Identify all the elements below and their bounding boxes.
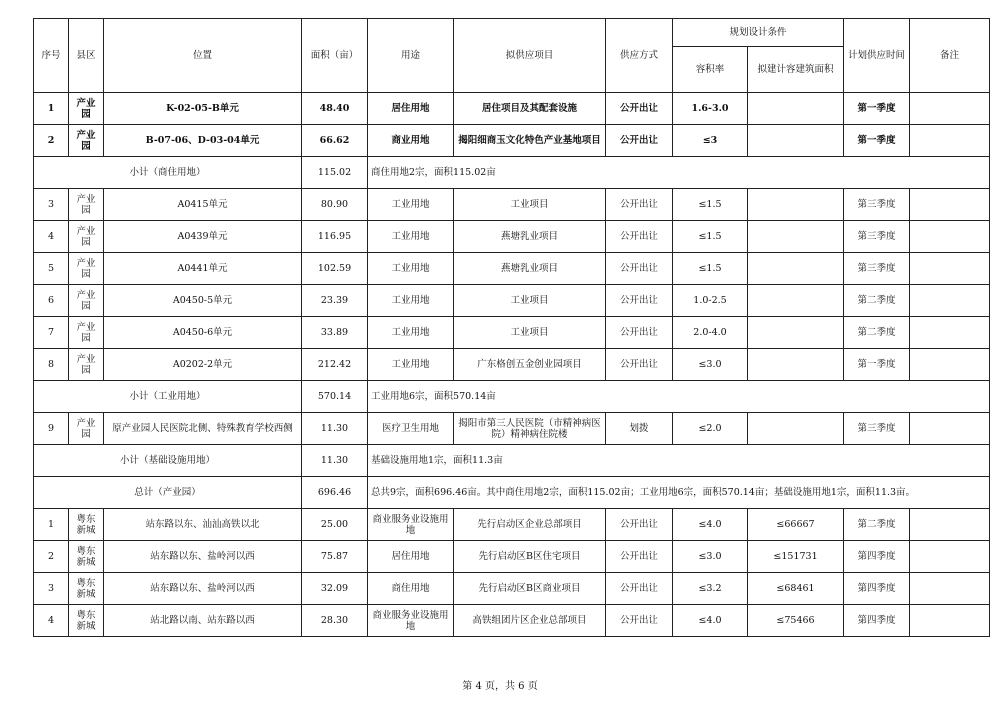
table-row	[34, 509, 990, 541]
total-row-area: 696.46	[302, 477, 368, 509]
cell-far: 1.6-3.0	[673, 93, 748, 125]
cell-gfa	[748, 253, 844, 285]
cell-gfa: ≤75466	[748, 605, 844, 637]
cell-county: 产业园	[69, 93, 104, 125]
cell-area: 28.30	[302, 605, 368, 637]
subtotal-row	[34, 381, 990, 413]
cell-location: A0450-6单元	[104, 317, 302, 349]
cell-project: 高铁组团片区企业总部项目	[454, 605, 606, 637]
cell-remark	[910, 125, 990, 157]
cell-area: 212.42	[302, 349, 368, 381]
table-row	[34, 189, 990, 221]
cell-seq: 7	[34, 317, 69, 349]
table-row	[34, 541, 990, 573]
cell-county: 粤东新城	[69, 605, 104, 637]
cell-area: 11.30	[302, 413, 368, 445]
subtotal-row	[34, 157, 990, 189]
cell-gfa	[748, 189, 844, 221]
cell-supply: 公开出让	[606, 221, 673, 253]
cell-far: ≤1.5	[673, 189, 748, 221]
cell-use: 商业服务业设施用地	[368, 509, 454, 541]
cell-remark	[910, 541, 990, 573]
cell-county: 产业园	[69, 125, 104, 157]
cell-county: 产业园	[69, 253, 104, 285]
header-location: 位置	[104, 19, 302, 93]
cell-gfa	[748, 125, 844, 157]
land-supply-table-sheet	[33, 18, 989, 637]
table-row	[34, 413, 990, 445]
cell-seq: 3	[34, 573, 69, 605]
cell-area: 80.90	[302, 189, 368, 221]
cell-time: 第三季度	[844, 253, 910, 285]
table-body	[34, 93, 990, 637]
cell-county: 产业园	[69, 189, 104, 221]
header-area: 面积（亩）	[302, 19, 368, 93]
cell-remark	[910, 413, 990, 445]
cell-seq: 1	[34, 93, 69, 125]
cell-remark	[910, 93, 990, 125]
cell-area: 75.87	[302, 541, 368, 573]
cell-remark	[910, 253, 990, 285]
subtotal-row-label: 小计（基础设施用地）	[34, 445, 302, 477]
cell-supply: 公开出让	[606, 349, 673, 381]
cell-area: 33.89	[302, 317, 368, 349]
cell-area: 66.62	[302, 125, 368, 157]
cell-area: 23.39	[302, 285, 368, 317]
cell-project: 燕塘乳业项目	[454, 253, 606, 285]
cell-use: 工业用地	[368, 285, 454, 317]
cell-time: 第四季度	[844, 573, 910, 605]
cell-supply: 公开出让	[606, 605, 673, 637]
subtotal-row-area: 11.30	[302, 445, 368, 477]
cell-time: 第一季度	[844, 349, 910, 381]
cell-area: 25.00	[302, 509, 368, 541]
cell-project: 燕塘乳业项目	[454, 221, 606, 253]
cell-project: 先行启动区B区住宅项目	[454, 541, 606, 573]
cell-use: 工业用地	[368, 317, 454, 349]
header-remark: 备注	[910, 19, 990, 93]
cell-location: B-07-06、D-03-04单元	[104, 125, 302, 157]
cell-use: 商业用地	[368, 125, 454, 157]
cell-gfa	[748, 221, 844, 253]
cell-project: 揭阳市第三人民医院（市精神病医院）精神病住院楼	[454, 413, 606, 445]
cell-seq: 5	[34, 253, 69, 285]
cell-gfa	[748, 317, 844, 349]
cell-gfa: ≤68461	[748, 573, 844, 605]
cell-remark	[910, 349, 990, 381]
land-supply-table	[33, 18, 990, 637]
subtotal-row-label: 小计（商住用地）	[34, 157, 302, 189]
cell-use: 居住用地	[368, 93, 454, 125]
cell-location: 站东路以东、汕汕高铁以北	[104, 509, 302, 541]
cell-area: 48.40	[302, 93, 368, 125]
header-far: 容积率	[673, 47, 748, 93]
cell-seq: 2	[34, 541, 69, 573]
cell-far: ≤3.0	[673, 349, 748, 381]
cell-supply: 公开出让	[606, 125, 673, 157]
table-row	[34, 285, 990, 317]
cell-supply: 公开出让	[606, 253, 673, 285]
cell-remark	[910, 285, 990, 317]
cell-time: 第二季度	[844, 509, 910, 541]
cell-gfa	[748, 285, 844, 317]
cell-supply: 公开出让	[606, 541, 673, 573]
header-time: 计划供应时间	[844, 19, 910, 93]
cell-project: 工业项目	[454, 285, 606, 317]
cell-far: ≤1.5	[673, 253, 748, 285]
cell-gfa: ≤151731	[748, 541, 844, 573]
cell-time: 第三季度	[844, 413, 910, 445]
header-county: 县区	[69, 19, 104, 93]
cell-project: 工业项目	[454, 317, 606, 349]
cell-county: 粤东新城	[69, 541, 104, 573]
cell-far: ≤3.0	[673, 541, 748, 573]
cell-project: 揭阳细商玉文化特色产业基地项目	[454, 125, 606, 157]
cell-use: 商业服务业设施用地	[368, 605, 454, 637]
cell-time: 第一季度	[844, 125, 910, 157]
cell-project: 先行启动区企业总部项目	[454, 509, 606, 541]
cell-location: K-02-05-B单元	[104, 93, 302, 125]
cell-gfa: ≤66667	[748, 509, 844, 541]
table-row	[34, 125, 990, 157]
cell-seq: 9	[34, 413, 69, 445]
table-row	[34, 93, 990, 125]
cell-time: 第四季度	[844, 541, 910, 573]
cell-remark	[910, 221, 990, 253]
cell-seq: 4	[34, 221, 69, 253]
cell-area: 32.09	[302, 573, 368, 605]
cell-gfa	[748, 93, 844, 125]
table-row	[34, 221, 990, 253]
cell-county: 产业园	[69, 349, 104, 381]
cell-location: A0415单元	[104, 189, 302, 221]
subtotal-row-desc: 基础设施用地1宗，面积11.3亩	[368, 445, 990, 477]
cell-time: 第三季度	[844, 189, 910, 221]
table-row	[34, 317, 990, 349]
table-row	[34, 573, 990, 605]
subtotal-row-desc: 商住用地2宗，面积115.02亩	[368, 157, 990, 189]
table-row	[34, 253, 990, 285]
cell-use: 商住用地	[368, 573, 454, 605]
header-gfa: 拟建计容建筑面积	[748, 47, 844, 93]
cell-supply: 划拨	[606, 413, 673, 445]
cell-far: ≤4.0	[673, 605, 748, 637]
cell-far: ≤3.2	[673, 573, 748, 605]
cell-gfa	[748, 349, 844, 381]
cell-far: ≤3	[673, 125, 748, 157]
cell-project: 先行启动区B区商业项目	[454, 573, 606, 605]
cell-county: 产业园	[69, 317, 104, 349]
cell-county: 产业园	[69, 413, 104, 445]
subtotal-row-area: 570.14	[302, 381, 368, 413]
cell-use: 工业用地	[368, 253, 454, 285]
cell-far: ≤4.0	[673, 509, 748, 541]
cell-location: 站东路以东、盐岭河以西	[104, 541, 302, 573]
cell-county: 产业园	[69, 221, 104, 253]
cell-use: 居住用地	[368, 541, 454, 573]
cell-seq: 1	[34, 509, 69, 541]
cell-time: 第三季度	[844, 221, 910, 253]
cell-seq: 8	[34, 349, 69, 381]
cell-seq: 2	[34, 125, 69, 157]
cell-far: 1.0-2.5	[673, 285, 748, 317]
cell-county: 产业园	[69, 285, 104, 317]
cell-use: 工业用地	[368, 189, 454, 221]
cell-supply: 公开出让	[606, 285, 673, 317]
cell-seq: 4	[34, 605, 69, 637]
cell-project: 工业项目	[454, 189, 606, 221]
cell-far: ≤2.0	[673, 413, 748, 445]
table-row	[34, 349, 990, 381]
cell-location: 原产业园人民医院北侧、特殊教育学校西侧	[104, 413, 302, 445]
cell-area: 116.95	[302, 221, 368, 253]
cell-project: 广东格创五金创业园项目	[454, 349, 606, 381]
cell-use: 医疗卫生用地	[368, 413, 454, 445]
header-seq: 序号	[34, 19, 69, 93]
total-row-desc: 总共9宗，面积696.46亩。其中商住用地2宗，面积115.02亩；工业用地6宗，面积570.14亩；基础设施用地1宗，面积11.3亩。	[368, 477, 990, 509]
cell-remark	[910, 605, 990, 637]
cell-gfa	[748, 413, 844, 445]
subtotal-row-label: 小计（工业用地）	[34, 381, 302, 413]
cell-remark	[910, 509, 990, 541]
cell-supply: 公开出让	[606, 509, 673, 541]
total-row-label: 总计（产业园）	[34, 477, 302, 509]
header-project: 拟供应项目	[454, 19, 606, 93]
cell-location: 站东路以东、盐岭河以西	[104, 573, 302, 605]
cell-far: 2.0-4.0	[673, 317, 748, 349]
cell-remark	[910, 317, 990, 349]
cell-supply: 公开出让	[606, 93, 673, 125]
total-row	[34, 477, 990, 509]
page-footer: 第 4 页，共 6 页	[462, 681, 538, 692]
cell-area: 102.59	[302, 253, 368, 285]
cell-time: 第二季度	[844, 317, 910, 349]
cell-seq: 6	[34, 285, 69, 317]
cell-time: 第二季度	[844, 285, 910, 317]
header-use: 用途	[368, 19, 454, 93]
subtotal-row-area: 115.02	[302, 157, 368, 189]
header-plan-group: 规划设计条件	[673, 19, 844, 47]
cell-remark	[910, 573, 990, 605]
header-row	[34, 19, 990, 47]
cell-use: 工业用地	[368, 349, 454, 381]
cell-remark	[910, 189, 990, 221]
cell-location: A0441单元	[104, 253, 302, 285]
cell-supply: 公开出让	[606, 317, 673, 349]
cell-far: ≤1.5	[673, 221, 748, 253]
cell-location: A0450-5单元	[104, 285, 302, 317]
cell-use: 工业用地	[368, 221, 454, 253]
cell-county: 粤东新城	[69, 509, 104, 541]
cell-seq: 3	[34, 189, 69, 221]
cell-project: 居住项目及其配套设施	[454, 93, 606, 125]
cell-supply: 公开出让	[606, 573, 673, 605]
subtotal-row	[34, 445, 990, 477]
cell-supply: 公开出让	[606, 189, 673, 221]
cell-location: A0202-2单元	[104, 349, 302, 381]
cell-time: 第一季度	[844, 93, 910, 125]
cell-location: A0439单元	[104, 221, 302, 253]
table-row	[34, 605, 990, 637]
cell-location: 站北路以南、站东路以西	[104, 605, 302, 637]
header-supply: 供应方式	[606, 19, 673, 93]
cell-time: 第四季度	[844, 605, 910, 637]
subtotal-row-desc: 工业用地6宗，面积570.14亩	[368, 381, 990, 413]
cell-county: 粤东新城	[69, 573, 104, 605]
